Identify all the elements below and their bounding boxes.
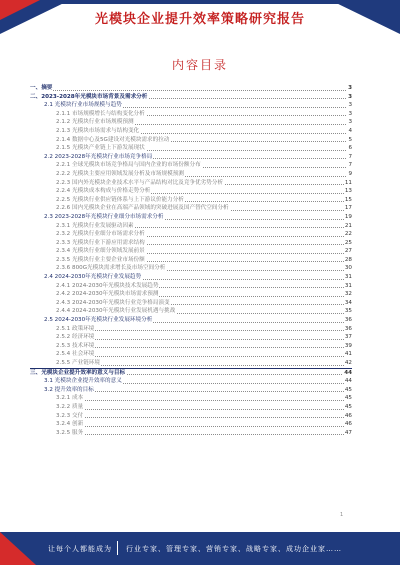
footer-slogan-right: 行业专家、管理专家、营销专家、战略专家、成功企业家…… bbox=[126, 545, 342, 553]
toc-entry-title: 2.1.4 数据中心及5G建设对光模块需求的拉动 bbox=[56, 136, 170, 143]
toc-entry-page: 17 bbox=[344, 205, 352, 212]
toc-entry[interactable] bbox=[30, 179, 352, 188]
toc-entry-title: 3.1 光模块企业提升效率的意义 bbox=[44, 378, 122, 385]
toc-entry-title: 3.2.2 质量 bbox=[56, 403, 84, 410]
toc-entry[interactable] bbox=[30, 161, 352, 170]
toc-entry-title: 2.2.6 国内光模块企业在高端产品领域的突破进展及国产替代空间分析 bbox=[56, 205, 229, 212]
toc-entry[interactable] bbox=[30, 256, 352, 265]
toc-entry-page: 21 bbox=[344, 222, 352, 229]
toc-leader-dots bbox=[56, 356, 346, 357]
toc-entry-title: 2.1.3 光模块市场需求与结构变化 bbox=[56, 127, 140, 134]
toc-entry-page: 34 bbox=[344, 299, 352, 306]
toc-entry[interactable] bbox=[30, 368, 352, 378]
toc-entry-page: 28 bbox=[344, 256, 352, 263]
toc-leader-dots bbox=[56, 339, 346, 340]
toc-entry-title: 3.2 提升效率的目标 bbox=[44, 386, 94, 393]
toc-entry-page: 7 bbox=[348, 153, 352, 160]
toc-entry[interactable] bbox=[30, 316, 352, 325]
toc-entry-page: 35 bbox=[344, 308, 352, 315]
toc-entry-page: 31 bbox=[344, 282, 352, 289]
toc-entry-page: 31 bbox=[344, 274, 352, 281]
toc-entry-title: 2.3.6 800G光模块需求增长及市场空间分析 bbox=[56, 265, 166, 272]
toc-entry-title: 2.5 2024-2030年光模块行业发展环境分析 bbox=[44, 317, 153, 324]
toc-entry[interactable] bbox=[30, 196, 352, 205]
toc-entry-title: 2.1 光模块行业市场规模与趋势 bbox=[44, 102, 122, 109]
toc-entry-page: 9 bbox=[348, 170, 352, 177]
toc-entry-title: 2.1.5 光模块产业链上下游发展现状 bbox=[56, 145, 145, 152]
toc-entry[interactable] bbox=[30, 93, 352, 102]
toc-entry-page: 47 bbox=[344, 429, 352, 436]
toc-entry[interactable] bbox=[30, 273, 352, 282]
toc-entry-title: 3.2.4 创新 bbox=[56, 421, 84, 428]
report-title: 光模块企业提升效率策略研究报告 bbox=[94, 12, 305, 27]
toc-entry-title: 2.5.5 产业链环境 bbox=[56, 360, 100, 366]
toc-entry[interactable] bbox=[30, 153, 352, 162]
toc-entry-title: 2.4.4 2024-2030年光模块行业发展机遇与挑战 bbox=[56, 308, 176, 315]
header-bar bbox=[0, 0, 400, 34]
toc-entry-page: 6 bbox=[348, 145, 352, 152]
toc-leader-dots bbox=[56, 409, 346, 410]
toc-leader-dots bbox=[56, 417, 346, 418]
toc-entry-page: 25 bbox=[344, 239, 352, 246]
toc-entry[interactable] bbox=[30, 429, 352, 438]
toc-entry[interactable] bbox=[30, 204, 352, 213]
toc-leader-dots bbox=[30, 90, 346, 91]
toc-entry-title: 3.2.1 成本 bbox=[56, 395, 84, 402]
toc-entry[interactable] bbox=[30, 342, 352, 351]
toc-leader-dots bbox=[56, 330, 346, 331]
toc-entry-page: 36 bbox=[344, 325, 352, 332]
toc-entry-page: 30 bbox=[344, 265, 352, 272]
toc-entry[interactable] bbox=[30, 136, 352, 145]
toc-entry[interactable] bbox=[30, 264, 352, 273]
footer-divider bbox=[117, 541, 118, 555]
toc-leader-dots bbox=[56, 426, 346, 427]
toc-entry[interactable] bbox=[30, 377, 352, 386]
toc-entry[interactable] bbox=[30, 403, 352, 412]
toc-entry[interactable] bbox=[30, 299, 352, 308]
toc-entry-page: 39 bbox=[344, 342, 352, 349]
toc-entry[interactable] bbox=[30, 222, 352, 231]
toc-entry-page: 46 bbox=[344, 412, 352, 419]
toc-entry-page: 22 bbox=[344, 231, 352, 238]
toc-entry-page: 3 bbox=[348, 102, 352, 109]
toc-entry-title: 2.5.3 技术环境 bbox=[56, 342, 95, 349]
toc-entry[interactable] bbox=[30, 230, 352, 239]
toc-entry-title: 2.5.4 社会环境 bbox=[56, 351, 95, 358]
toc-entry-title: 2.3.2 光模块行业细分市场需求分析 bbox=[56, 231, 145, 238]
toc-entry-page: 45 bbox=[344, 386, 352, 393]
toc-entry-page: 36 bbox=[344, 317, 352, 324]
page-number: 1 bbox=[340, 512, 344, 518]
toc-entry[interactable] bbox=[30, 213, 352, 222]
toc-entry[interactable] bbox=[30, 307, 352, 316]
toc-entry[interactable] bbox=[30, 350, 352, 359]
toc-entry-title: 2.3 2023-2028年光模块行业细分市场需求分析 bbox=[44, 213, 164, 220]
toc-leader-dots bbox=[56, 400, 346, 401]
toc-entry-title: 2.5.1 政策环境 bbox=[56, 325, 95, 332]
toc-entry-title: 2.5.2 经济环境 bbox=[56, 334, 95, 341]
toc-entry-page: 13 bbox=[344, 188, 352, 195]
toc-entry-page: 32 bbox=[344, 291, 352, 298]
toc-entry-title: 一、摘要 bbox=[30, 85, 53, 91]
footer-slogan-left: 让每个人都能成为 bbox=[48, 545, 112, 553]
toc-entry-title: 2.1.2 光模块行业市场规模预测 bbox=[56, 119, 134, 126]
toc-leader-dots bbox=[56, 434, 346, 435]
toc-entry-page: 46 bbox=[344, 421, 352, 428]
toc-heading: 内容目录 bbox=[171, 58, 228, 72]
toc-leader-dots bbox=[56, 347, 346, 348]
toc-entry-title: 3.2.5 服务 bbox=[56, 429, 84, 436]
toc-entry-title: 三、光模块企业提升效率的意义与目标 bbox=[30, 369, 126, 376]
toc-entry[interactable] bbox=[30, 325, 352, 334]
toc-entry[interactable] bbox=[30, 101, 352, 110]
toc-entry-page: 11 bbox=[344, 179, 352, 186]
toc-entry-page: 27 bbox=[344, 248, 352, 255]
toc-entry[interactable] bbox=[30, 359, 352, 368]
toc-entry-title: 2.3.1 光模块行业发展驱动因素 bbox=[56, 222, 134, 229]
toc-entry-page: 45 bbox=[344, 395, 352, 402]
toc-entry-page: 3 bbox=[348, 93, 352, 100]
toc-entry-page: 5 bbox=[348, 136, 352, 143]
toc-entry-title: 2.4.2 2024-2030年光模块市场需求预测 bbox=[56, 291, 159, 298]
toc-entry-page: 19 bbox=[344, 213, 352, 220]
toc-entry-title: 2.3.3 光模块行业下游应用需求结构 bbox=[56, 239, 145, 246]
toc-entry-title: 2.2 2023-2028年光模块行业市场竞争格局 bbox=[44, 153, 153, 160]
toc-entry-page: 4 bbox=[348, 127, 352, 134]
toc-entry-page: 7 bbox=[348, 162, 352, 169]
toc-entry[interactable] bbox=[30, 420, 352, 429]
toc-entry-page: 3 bbox=[348, 119, 352, 126]
toc-entry[interactable] bbox=[30, 110, 352, 119]
toc-entry-page: 44 bbox=[344, 369, 352, 376]
toc-entry[interactable] bbox=[30, 239, 352, 248]
toc-entry-title: 2.4.1 2024-2030年光模块技术发展趋势 bbox=[56, 282, 159, 289]
toc-entry-title: 2.4 2024-2030年光模块行业发展趋势 bbox=[44, 274, 142, 281]
toc-entry[interactable] bbox=[30, 118, 352, 127]
toc-entry[interactable] bbox=[30, 386, 352, 395]
toc-entry-title: 2.2.2 光模块主要应用领域发展分析及市场规模预测 bbox=[56, 170, 184, 177]
toc-entry[interactable] bbox=[30, 187, 352, 196]
toc-entry-title: 2.2.4 光模块成本构成与价格走势分析 bbox=[56, 188, 151, 195]
toc-entry-page: 45 bbox=[344, 403, 352, 410]
toc-entry[interactable] bbox=[30, 412, 352, 421]
toc-entry[interactable] bbox=[30, 282, 352, 291]
toc-entry[interactable] bbox=[30, 247, 352, 256]
toc-entry[interactable] bbox=[30, 290, 352, 299]
toc-entry[interactable] bbox=[30, 84, 352, 93]
toc-entry-title: 2.2.5 光模块行业供应链体系与上下游议价能力分析 bbox=[56, 196, 184, 203]
toc-entry[interactable] bbox=[30, 170, 352, 179]
toc-entry-title: 3.2.3 交付 bbox=[56, 412, 84, 419]
toc-entry-page: 37 bbox=[344, 334, 352, 341]
table-of-contents bbox=[30, 84, 352, 437]
toc-entry[interactable] bbox=[30, 144, 352, 153]
toc-entry-page: 3 bbox=[348, 110, 352, 117]
toc-entry-title: 2.2.1 全球光模块市场竞争格局与国内企业的市场份额分布 bbox=[56, 162, 201, 169]
toc-entry[interactable] bbox=[30, 333, 352, 342]
toc-entry-page: 15 bbox=[344, 196, 352, 203]
toc-entry-title: 2.3.4 光模块行业细分领域发展前景 bbox=[56, 248, 145, 255]
toc-entry-page: 41 bbox=[344, 351, 352, 358]
toc-entry[interactable] bbox=[30, 127, 352, 136]
toc-entry-title: 2.4.3 2024-2030年光模块行业竞争格局演变 bbox=[56, 299, 170, 306]
toc-entry-page: 3 bbox=[348, 85, 352, 91]
toc-entry[interactable] bbox=[30, 394, 352, 403]
toc-entry-title: 2.1.1 市场规模增长与结构变化分析 bbox=[56, 110, 145, 117]
toc-entry-title: 2.3.5 光模块行业主要企业市场份额 bbox=[56, 256, 145, 263]
toc-entry-title: 2.2.3 国内外光模块企业技术水平与产品结构对比及竞争优劣势分析 bbox=[56, 179, 224, 186]
toc-entry-page: 44 bbox=[344, 378, 352, 385]
toc-entry-page: 42 bbox=[344, 360, 352, 366]
toc-entry-title: 二、2023-2028年光模块市场背景及需求分析 bbox=[30, 93, 148, 100]
footer-red-shape bbox=[0, 532, 36, 565]
